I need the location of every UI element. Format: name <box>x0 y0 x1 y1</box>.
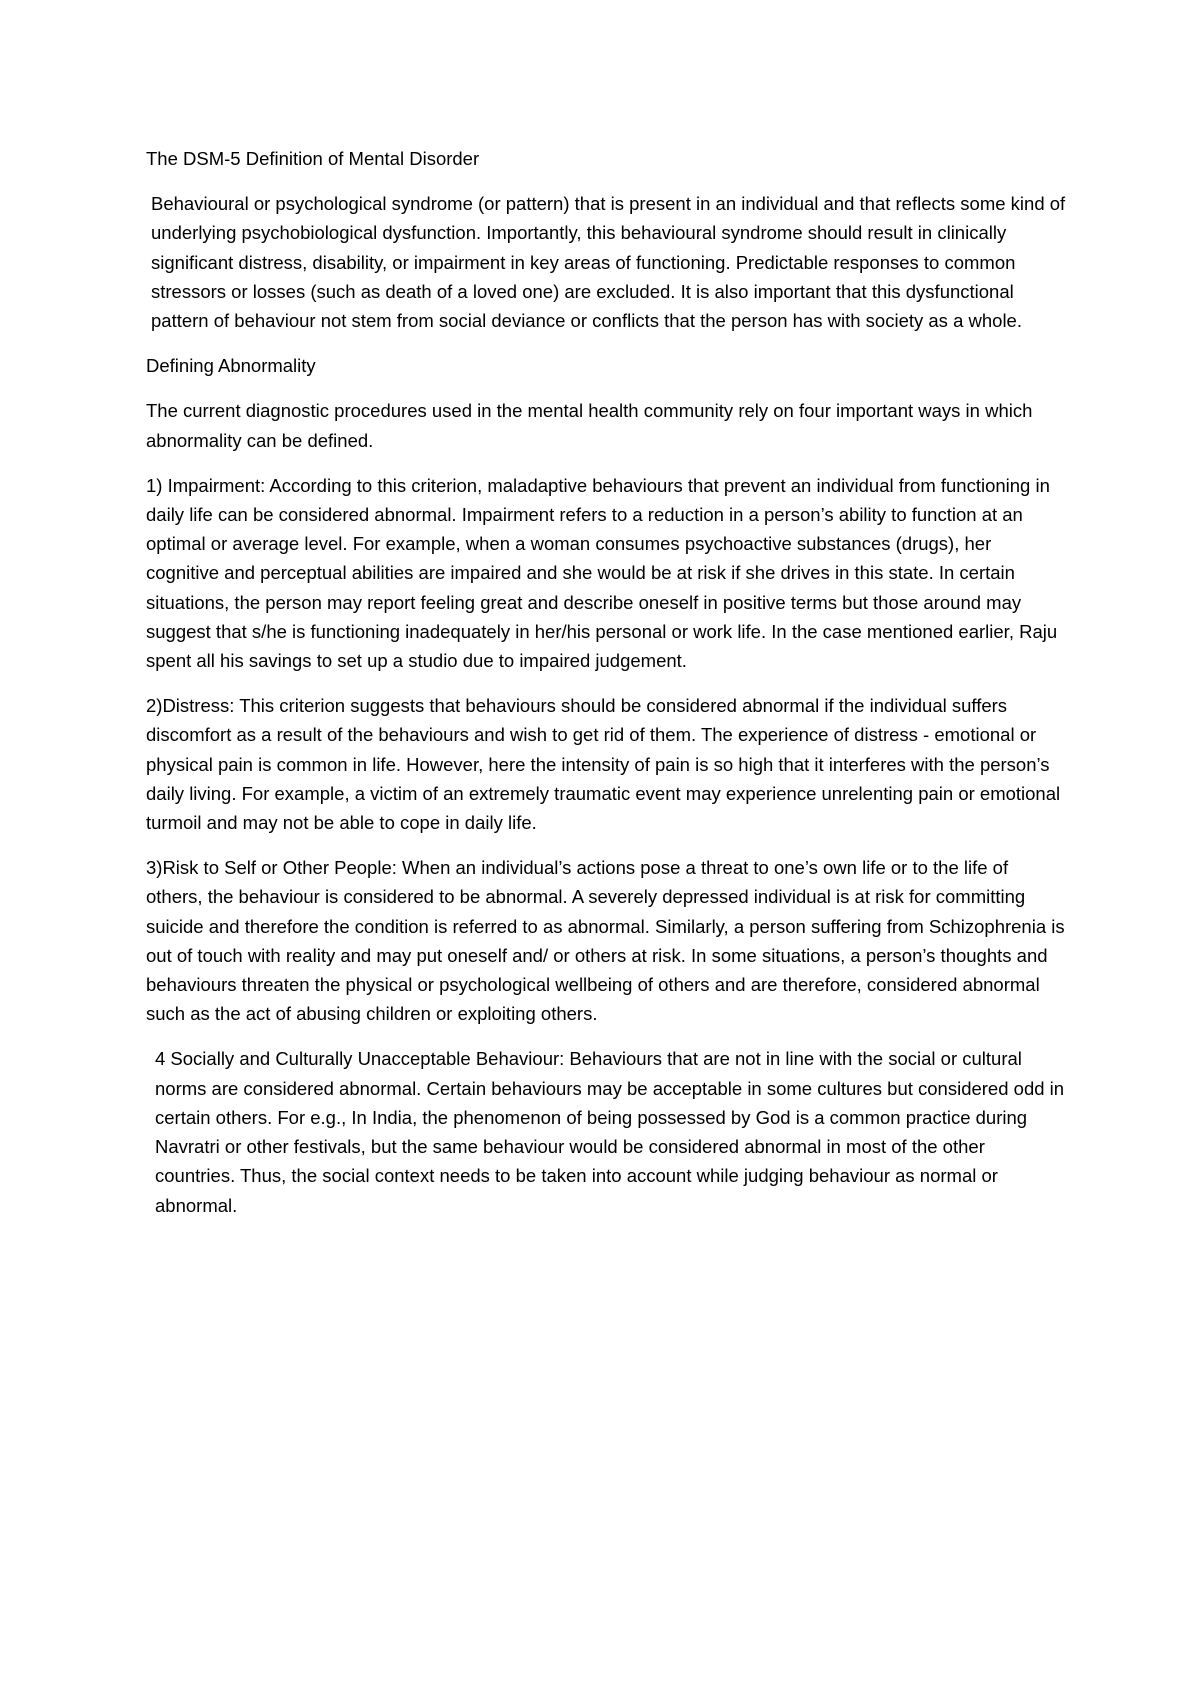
criterion-distress: 2)Distress: This criterion suggests that behaviours should be considered abnormal if the individual suffers discomfort as a result of the behaviours and wish to get rid of them. The experience of distress - emotional or physical pain is common in life. However, here the intensity of pain is so high that it interferes with the person’s daily living. For example, a victim of an extremely traumatic event may experience unrelenting pain or emotional turmoil and may not be able to cope in daily life. <box>146 695 1061 834</box>
criterion-risk: 3)Risk to Self or Other People: When an individual’s actions pose a threat to one’s own life or to the life of others, the behaviour is considered to be abnormal. A severely depressed individual is at risk for committing suicide and therefore the condition is referred to as abnormal. Similarly, a person suffering from Schizophrenia is out of touch with reality and may put oneself and/ or others at risk. In some situations, a person’s thoughts and behaviours threaten the physical or psychological wellbeing of others and are therefore, considered abnormal such as the act of abusing children or exploiting others. <box>146 857 1065 1025</box>
document-title: The DSM-5 Definition of Mental Disorder <box>146 148 480 169</box>
criterion-impairment: 1) Impairment: According to this criterion, maladaptive behaviours that prevent an individual from functioning in daily life can be considered abnormal. Impairment refers to a reduction in a person’s ability to function at an optimal or average level. For example, when a woman consumes psychoactive substances (drugs), her cognitive and perceptual abilities are impaired and she would be at risk if she drives in this state. In certain situations, the person may report feeling great and describe oneself in positive terms but those around may suggest that s/he is functioning inadequately in her/his personal or work life. In the case mentioned earlier, Raju spent all his savings to set up a studio due to impaired judgement. <box>146 474 1058 672</box>
document-body <box>146 144 1066 1236</box>
section-heading: Defining Abnormality <box>146 355 316 377</box>
definition-paragraph: Behavioural or psychological syndrome (or pattern) that is present in an individual and that reflects some kind of underlying psychobiological dysfunction. Importantly, this behavioural syndrome should result in clinically significant distress, disability, or impairment in key areas of functioning. Predictable responses to common stressors or losses (such as death of a loved one) are excluded. It is also important that this dysfunctional pattern of behaviour not stem from social deviance or conflicts that the person has with society as a whole. <box>151 193 1066 332</box>
criterion-social-cultural: 4 Socially and Culturally Unacceptable Behaviour: Behaviours that are not in line with the social or cultural norms are considered abnormal. Certain behaviours may be acceptable in some cultures but considered odd in certain others. For e.g., In India, the phenomenon of being possessed by God is a common practice during Navratri or other festivals, but the same behaviour would be considered abnormal in most of the other countries. Thus, the social context needs to be taken into account while judging behaviour as normal or abnormal. <box>155 1048 1065 1216</box>
intro-paragraph: The current diagnostic procedures used in the mental health community rely on four important ways in which abnormality can be defined. <box>146 400 1033 451</box>
